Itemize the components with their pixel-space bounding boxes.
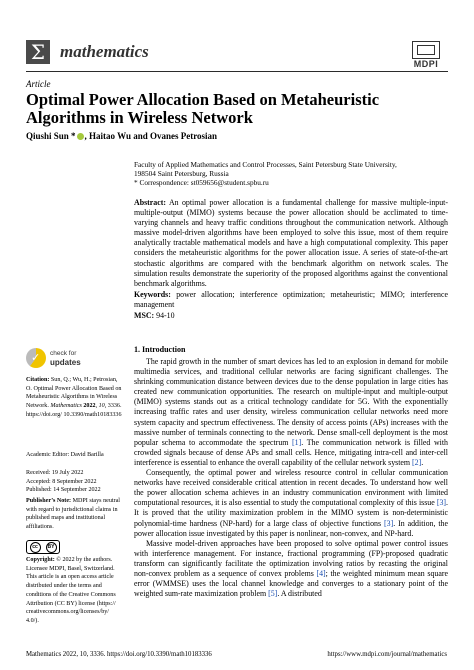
by-icon: BY bbox=[46, 542, 57, 553]
section-heading: 1. Introduction bbox=[134, 345, 186, 354]
article-dates bbox=[26, 469, 122, 495]
article-title: Optimal Power Allocation Based on Metaheuristic Algorithms in Wireless Network bbox=[26, 90, 380, 127]
keywords-text: power allocation; interference optimization; metaheuristic; MIMO; interference management bbox=[134, 290, 448, 310]
affiliations bbox=[134, 160, 454, 187]
publisher-name: MDPI bbox=[413, 59, 439, 69]
msc-text: 94-10 bbox=[156, 311, 175, 320]
academic-editor: Academic Editor: David Barilla bbox=[26, 452, 104, 458]
cc-icon: cc bbox=[30, 542, 41, 553]
correspondence[interactable]: * Correspondence: st059656@student.spbu.ru bbox=[134, 178, 269, 187]
accepted-date: Accepted: 8 September 2022 bbox=[26, 478, 97, 485]
affiliation-line: 198504 Saint Petersburg, Russia bbox=[134, 169, 229, 178]
keywords bbox=[134, 290, 448, 310]
citation-link[interactable]: [4] bbox=[316, 568, 326, 578]
publisher-note: Publisher’s Note: MDPI stays neutral with regard to jurisdictional claims in published maps and institutional affiliations. bbox=[26, 498, 120, 531]
paragraph: The rapid growth in the number of smart devices has led to an explosion in demand for mobile multimedia services, and traditional cellular networks are facing significant challenges. The shrinking communication distance between devices due to the dense population in large cities has created new communication opportunities. The research on multiple-input and multiple-output (MIMO) systems stands out as a critical technology candidate for 5G. With the exponentially increasing traffic rates and user density, wireless communication cellular networks need more system capacity and spectrum effectiveness. The density of access points (APs) increases with the massive number of terminals connecting to the network. Dense small-cell deployment is the most popular schema to accommodate the spectrum [1]. The communication network is filled with crowded signals because of dense APs and small cells. Hence, mitigating intra-cell and inter-cell interference is essential to enhance the overall capability of the cellular network system [2]. bbox=[134, 357, 448, 467]
header-divider bbox=[26, 71, 448, 72]
footer-journal-link[interactable]: https://www.mdpi.com/journal/mathematics bbox=[327, 651, 447, 658]
msc-codes bbox=[134, 311, 448, 321]
author-list bbox=[26, 131, 217, 141]
cc-by-license-icon[interactable] bbox=[26, 540, 60, 554]
other-authors: , Haitao Wu and Ovanes Petrosian bbox=[84, 131, 218, 141]
journal-name: mathematics bbox=[60, 42, 149, 61]
mdpi-logo-icon bbox=[412, 41, 440, 59]
citation-link[interactable]: [2] bbox=[412, 457, 422, 467]
abstract-label: Abstract: bbox=[134, 198, 166, 207]
msc-label: MSC: bbox=[134, 311, 155, 320]
publisher-logo bbox=[405, 41, 447, 69]
keywords-label: Keywords: bbox=[134, 290, 171, 299]
received-date: Received: 19 July 2022 bbox=[26, 470, 84, 476]
copyright-notice: Copyright: © 2022 by the authors. Licensee MDPI, Basel, Switzerland. This article is an open access article distributed under the terms and conditions of the Creative Commons Attribution (CC BY) license (https:// creativecommons.org/licenses/by/ 4.0/). bbox=[26, 557, 116, 624]
check-for-updates-button[interactable] bbox=[26, 348, 106, 372]
journal-logo: Σ bbox=[26, 40, 50, 64]
check-updates-label: check for bbox=[50, 350, 77, 357]
citation-link[interactable]: [5] bbox=[268, 589, 278, 599]
doi-link[interactable]: 3336. https://doi.org/ 10.3390/math10183336 bbox=[26, 403, 122, 418]
paragraph: Consequently, the optimal power and wireless resource control in cellular communication networks have received considerable critical attention in recent decades. To understand how well the power allocation schema achieves in an industry communication environment with limited computational resources, it is also essential to study the computational complexity of this issue [3]. It is proved that the utility maximization problem in the MIMO system is non-deterministic polynomial-time hardness (NP-hard) for a large class of objective functions [3]. In addition, the power allocation issue investigated by this paper is nonlinear, non-convex, and NP-hard. bbox=[134, 468, 449, 538]
abstract-text: An optimal power allocation is a fundamental challenge for massive multiple-input-multiple-output (MIMO) systems because the power allocation should be acclimated to time-varying channels and heavy traffic conditions throughout the communication network. Although massive model-driven algorithms have been employed to solve this issue, most of them require analytically tractable mathematical models and have a high computational complexity. This paper considers the metaheuristic algorithms for the power allocation issue. A series of state-of-the-art stochastic algorithms are compared with the benchmark algorithm on network scales. The simulation results demonstrate the superiority of the proposed algorithms against the conventional benchmark algorithms. bbox=[134, 198, 448, 288]
abstract bbox=[134, 198, 448, 289]
citation-link[interactable]: [3] bbox=[436, 498, 447, 508]
first-author[interactable]: Qiushi Sun * bbox=[26, 131, 76, 141]
citation-label: Citation: bbox=[26, 377, 50, 383]
article-type: Article bbox=[26, 79, 51, 89]
footer-citation[interactable]: Mathematics 2022, 10, 3336. https://doi.org/10.3390/math10183336 bbox=[26, 651, 212, 658]
citation-link[interactable]: [1] bbox=[292, 437, 302, 447]
body-text bbox=[134, 357, 448, 599]
affiliation-line: Faculty of Applied Mathematics and Control Processes, Saint Petersburg State University, bbox=[134, 160, 397, 169]
published-date: Published: 14 September 2022 bbox=[26, 487, 101, 494]
citation-link[interactable]: [3] bbox=[384, 518, 394, 528]
paragraph: Massive model-driven approaches have been proposed to solve optimal power control issues with interference management. For instance, fractional programming (FP)-proposed quadratic transform can significantly facilitate the optimization involving ratios by recasting the original non-convex problem as a sequence of convex problems [4]; the weighted minimum mean square error (WMMSE) uses the local channel knowledge and converges to a stationary point of the weighted sum-rate maximization problem [5]. A distributed bbox=[134, 538, 448, 599]
check-updates-icon bbox=[26, 348, 46, 368]
citation-block: Citation: Sun, Q.; Wu, H.; Petrosian, O. Optimal Power Allocation Based on Metaheuristic Algorithms in Wireless Network. Mathematics 2022, 10, 3336. https://doi.org/ 10.3390/math10183336 bbox=[26, 377, 122, 418]
orcid-icon[interactable] bbox=[77, 133, 84, 140]
check-updates-label: updates bbox=[50, 358, 81, 367]
